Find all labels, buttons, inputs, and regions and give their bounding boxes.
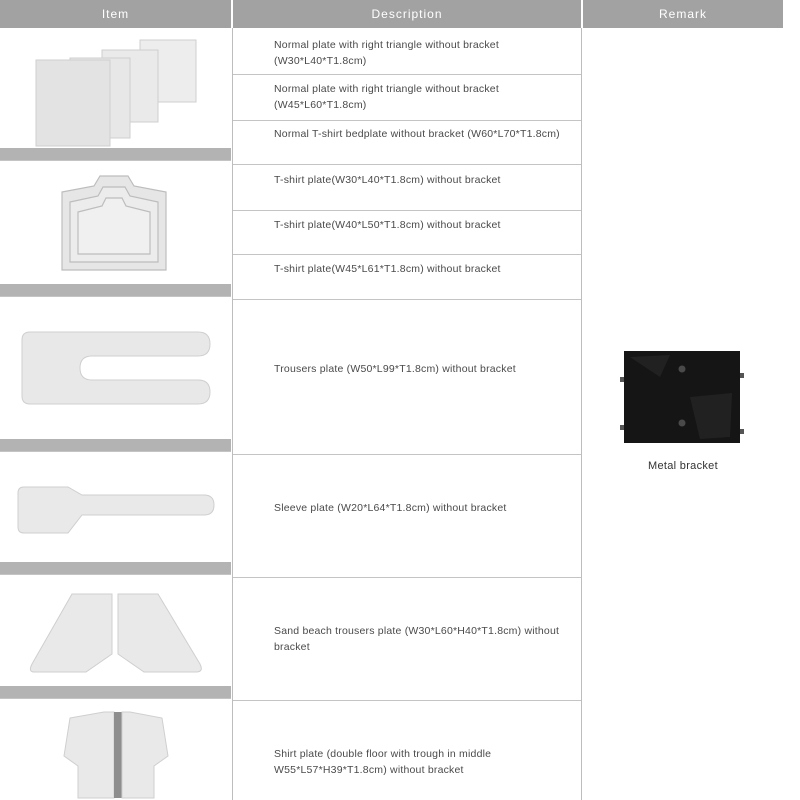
item-group-divider: [0, 698, 231, 699]
item-group-divider: [0, 451, 231, 452]
row-description: Normal T-shirt bedplate without bracket (W60*L70*T1.8cm): [274, 128, 560, 140]
remark-label: Metal bracket: [648, 460, 718, 472]
shirt-plate-trough: [114, 712, 122, 798]
row-divider: [233, 577, 581, 578]
row-divider: [233, 700, 581, 701]
sleeve-plate: [18, 487, 214, 533]
item-caption-bar: [0, 686, 231, 698]
row-divider: [233, 254, 581, 255]
bracket-pin: [620, 425, 624, 430]
row-description: T-shirt plate(W30*L40*T1.8cm) without bracket: [274, 174, 501, 186]
sand-beach-plate-left: [30, 594, 112, 672]
metal-bracket-image: [620, 347, 744, 447]
sand-beach-plate-right: [118, 594, 201, 672]
header-item: Item: [0, 0, 231, 28]
row-divider: [233, 454, 581, 455]
bracket-hole: [679, 366, 686, 373]
item-caption-bar: [0, 439, 231, 451]
row-description: Sand beach trousers plate (W30*L60*H40*T1.8cm) without bracket: [274, 625, 560, 653]
row-description: Shirt plate (double floor with trough in middle W55*L57*H39*T1.8cm) without bracket: [274, 748, 492, 776]
header-description: Description: [233, 0, 581, 28]
bracket-pin: [740, 429, 744, 434]
row-description: Normal plate with right triangle without bracket (W30*L40*T1.8cm): [274, 39, 499, 67]
item-caption-bar: [0, 562, 231, 574]
row-divider: [233, 74, 581, 75]
row-description: T-shirt plate(W45*L61*T1.8cm) without bracket: [274, 263, 501, 275]
sand-beach-plate-image: [0, 576, 231, 686]
row-description: Trousers plate (W50*L99*T1.8cm) without bracket: [274, 363, 516, 375]
trousers-plate-image: [0, 298, 231, 439]
row-divider: [233, 164, 581, 165]
row-divider: [233, 299, 581, 300]
row-description: Sleeve plate (W20*L64*T1.8cm) without bracket: [274, 502, 507, 514]
header-remark: Remark: [583, 0, 783, 28]
row-description: Normal plate with right triangle without bracket (W45*L60*T1.8cm): [274, 83, 499, 111]
item-group-divider: [0, 296, 231, 297]
item-caption-bar: [0, 148, 231, 160]
item-group-divider: [0, 574, 231, 575]
bracket-pin: [740, 373, 744, 378]
row-description: T-shirt plate(W40*L50*T1.8cm) without bracket: [274, 219, 501, 231]
trousers-plate: [22, 332, 210, 404]
sleeve-plate-image: [0, 453, 231, 562]
shirt-plate-left: [64, 712, 114, 798]
tshirt-plates-image: [0, 162, 231, 284]
item-caption-bar: [0, 284, 231, 296]
shirt-plate-right: [122, 712, 168, 798]
shirt-plate-image: [0, 700, 231, 800]
column-divider-remark: [581, 28, 582, 800]
plate-xlarge: [36, 60, 110, 146]
bracket-pin: [620, 377, 624, 382]
item-group-divider: [0, 160, 231, 161]
row-divider: [233, 210, 581, 211]
row-divider: [233, 120, 581, 121]
column-divider-item: [232, 28, 233, 800]
bracket-hole: [679, 420, 686, 427]
normal-plates-image: [0, 30, 231, 148]
